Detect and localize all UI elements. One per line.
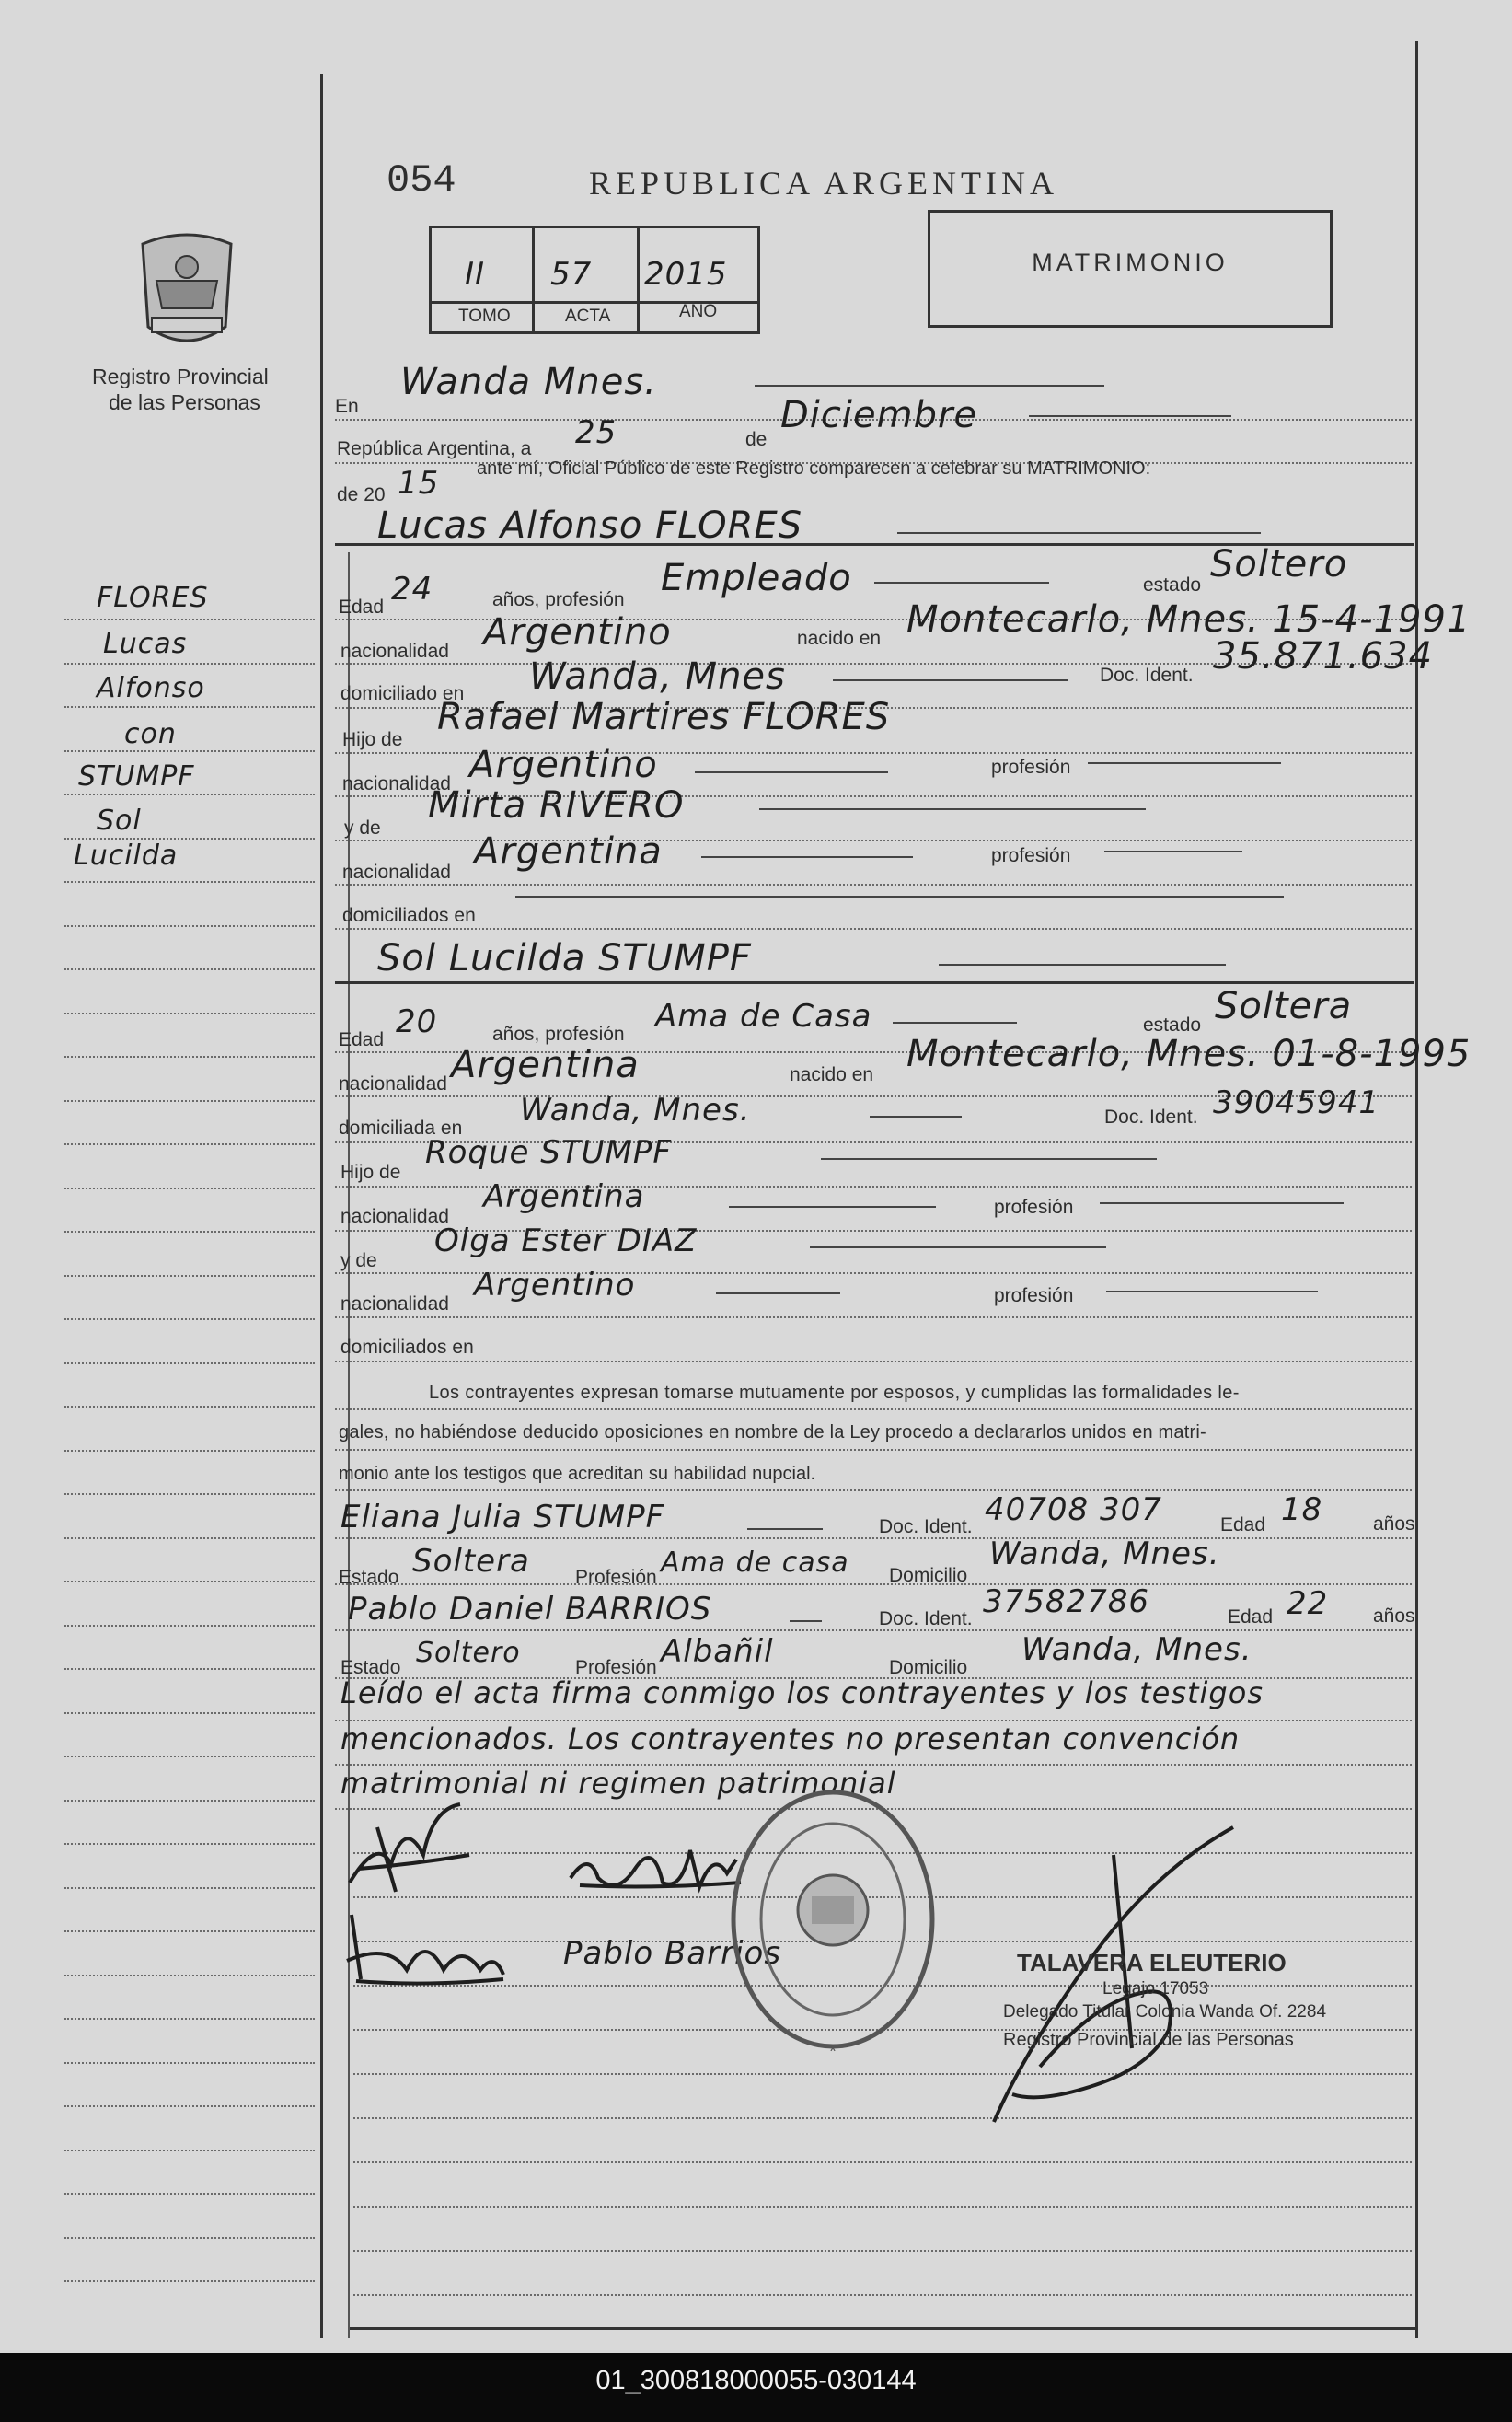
margin-rule-line	[64, 838, 315, 840]
bride-prof-line	[893, 1022, 1017, 1024]
bride-domicilio-label: domiciliada en	[339, 1118, 463, 1139]
anio-label: AÑO	[679, 302, 718, 321]
margin-rule-line	[64, 706, 315, 708]
rule-bride-8	[335, 1361, 1412, 1362]
margin-rule-line	[64, 663, 315, 665]
margin-note-5: STUMPF	[78, 760, 195, 793]
bride-domicile: Wanda, Mnes.	[520, 1092, 751, 1129]
margin-rule-line	[64, 1493, 315, 1495]
groom-domiciliados-label: domiciliados en	[342, 905, 476, 926]
groom-profession: Empleado	[661, 557, 852, 599]
margin-note-6: Sol	[97, 805, 142, 837]
de-label: de	[745, 429, 768, 450]
groom-doc: 35.871.634	[1213, 635, 1434, 678]
bride-mother-nat-line	[716, 1292, 840, 1294]
margin-rule-line	[64, 2018, 315, 2020]
witness2-estado-label: Estado	[340, 1657, 401, 1678]
groom-doc-label: Doc. Ident.	[1100, 665, 1194, 686]
bride-father-nat: Argentina	[483, 1178, 645, 1215]
country-title: REPUBLICA ARGENTINA	[589, 165, 1059, 202]
rule-w1-2	[335, 1583, 1412, 1585]
bride-edad-label: Edad	[339, 1029, 385, 1050]
witness1-anios-label: años	[1373, 1513, 1415, 1535]
lower-rule-line	[353, 2294, 1412, 2296]
groom-domicilio-label: domiciliado en	[340, 683, 465, 704]
rule-w1-1	[335, 1537, 1412, 1539]
svg-text:*: *	[829, 2042, 837, 2062]
witness2-prof-label: Profesión	[575, 1657, 657, 1678]
margin-rule-line	[64, 1013, 315, 1014]
bride-section-rule	[335, 981, 1414, 984]
lower-rule-line	[353, 2206, 1412, 2208]
groom-mother-nat: Argentina	[474, 830, 663, 873]
margin-rule-line	[64, 1406, 315, 1408]
margin-note-4: con	[124, 718, 177, 750]
witness1-edad-label: Edad	[1220, 1514, 1266, 1535]
page-number: 054	[387, 158, 456, 203]
margin-rule-line	[64, 1231, 315, 1233]
place-value: Wanda Mnes.	[400, 361, 657, 403]
bride-doc-label: Doc. Ident.	[1104, 1107, 1198, 1128]
margin-rule-line	[64, 2062, 315, 2064]
groom-father-prof-label: profesión	[991, 757, 1071, 778]
bride-estado-label: estado	[1143, 1014, 1202, 1036]
closing-note-line3: matrimonial ni regimen patrimonial	[340, 1766, 896, 1801]
bride-nacido-label: nacido en	[790, 1064, 874, 1085]
registry-name-line1: Registro Provincial	[92, 365, 269, 388]
rule-bride-7	[335, 1316, 1412, 1318]
bride-nac-label: nacionalidad	[339, 1073, 447, 1095]
witness1-doc-label: Doc. Ident.	[879, 1516, 973, 1537]
doc-type-label: MATRIMONIO	[1032, 249, 1229, 276]
margin-rule-line	[64, 1625, 315, 1627]
lower-rule-line	[353, 2161, 1412, 2163]
day-value: 25	[575, 414, 617, 451]
groom-mother-nac-label: nacionalidad	[342, 862, 451, 883]
witness2-name: Pablo Daniel BARRIOS	[348, 1591, 712, 1628]
bride-name-line	[939, 964, 1226, 966]
margin-rule-line	[64, 1975, 315, 1976]
margin-rule-line	[64, 2193, 315, 2195]
acta-value: 57	[550, 256, 593, 293]
margin-rule-line	[64, 794, 315, 795]
groom-father-prof-line	[1088, 762, 1281, 764]
margin-rule-line	[64, 1143, 315, 1145]
officer-name: TALAVERA ELEUTERIO	[1017, 1949, 1287, 1976]
bride-father-prof-label: profesión	[994, 1197, 1074, 1218]
margin-rule-line	[64, 1056, 315, 1058]
groom-age: 24	[391, 571, 433, 608]
witness2-domicile: Wanda, Mnes.	[1021, 1631, 1252, 1668]
officer-legajo: Legajo 17053	[1102, 1979, 1209, 1999]
groom-yde-label: y de	[344, 817, 381, 839]
groom-nationality: Argentino	[483, 611, 672, 654]
margin-rule-line	[64, 1756, 315, 1757]
republica-label: República Argentina, a	[337, 438, 532, 459]
margin-rule-line	[64, 925, 315, 927]
bride-father-prof-line	[1100, 1202, 1344, 1204]
groom-mother-line	[759, 808, 1146, 810]
witness1-signature-icon	[342, 1906, 508, 1988]
acta-label: ACTA	[565, 307, 611, 326]
place-line	[755, 385, 1104, 387]
officer-registry: Registro Provincial de las Personas	[1003, 2030, 1294, 2050]
groom-hijo-label: Hijo de	[342, 729, 403, 750]
bride-domiciliados-label: domiciliados en	[340, 1337, 474, 1358]
witness1-domicile: Wanda, Mnes.	[989, 1535, 1220, 1572]
bride-father-nac-label: nacionalidad	[340, 1206, 449, 1227]
bottom-page-rule	[350, 2327, 1415, 2330]
bride-mother-nat: Argentino	[474, 1267, 636, 1304]
year-suffix: 15	[398, 465, 440, 502]
groom-estado: Soltero	[1210, 543, 1348, 585]
groom-father-nat-line	[695, 771, 888, 773]
witness2-age: 22	[1287, 1585, 1329, 1622]
groom-anios-label: años, profesión	[492, 589, 625, 610]
groom-signature-icon	[340, 1800, 479, 1901]
bride-father-nat-line	[729, 1206, 936, 1208]
margin-rule-line	[64, 1930, 315, 1932]
groom-dom-line	[833, 679, 1068, 681]
tomo-label: TOMO	[458, 307, 511, 326]
margin-note-1: FLORES	[97, 582, 209, 614]
groom-edad-label: Edad	[339, 597, 385, 618]
margin-rule-line	[64, 1581, 315, 1582]
groom-father-nat: Argentino	[469, 744, 658, 786]
witness2-name-line	[790, 1620, 822, 1622]
rule-decl-3	[335, 1489, 1412, 1491]
witness2-signature: Pablo Barrios	[563, 1935, 782, 1972]
declaration-line2: gales, no habiéndose deducido oposiciones en nombre de la Ley procedo a declararlos unidos en matri-	[339, 1422, 1206, 1443]
groom-name-line	[897, 532, 1261, 534]
margin-rule-line	[64, 2150, 315, 2151]
closing-note-line2: mencionados. Los contrayentes no presentan convención	[340, 1721, 1241, 1756]
witness1-name: Eliana Julia STUMPF	[340, 1499, 665, 1535]
bride-mother: Olga Ester DIAZ	[434, 1223, 698, 1259]
witness1-doc: 40708 307	[985, 1491, 1162, 1528]
bride-anios-label: años, profesión	[492, 1024, 625, 1045]
margin-rule-line	[64, 1100, 315, 1102]
witness2-doc-label: Doc. Ident.	[879, 1608, 973, 1629]
groom-prof-line	[874, 582, 1049, 584]
bride-profession: Ama de Casa	[655, 998, 872, 1035]
declaration-line1: Los contrayentes expresan tomarse mutuamente por esposos, y cumplidas las formalidades le-	[429, 1383, 1240, 1403]
witness2-edad-label: Edad	[1228, 1606, 1274, 1628]
groom-nac-label: nacionalidad	[340, 641, 449, 662]
witness1-age: 18	[1281, 1491, 1323, 1528]
margin-rule-line	[64, 2105, 315, 2107]
margin-note-2: Lucas	[103, 628, 188, 660]
bride-age: 20	[396, 1003, 438, 1040]
groom-domiciliados-line	[515, 896, 1284, 898]
bride-signature-icon	[561, 1832, 745, 1906]
bride-hijo-label: Hijo de	[340, 1162, 401, 1183]
groom-mother-nat-line	[701, 856, 913, 858]
margin-rule-line	[64, 1843, 315, 1845]
witness1-estado: Soltera	[412, 1543, 530, 1580]
groom-nacido-label: nacido en	[797, 628, 882, 649]
margin-rule-line	[64, 2237, 315, 2239]
bride-yde-label: y de	[340, 1250, 377, 1271]
margin-rule-line	[64, 1275, 315, 1277]
bride-name: Sol Lucilda STUMPF	[377, 937, 752, 979]
margin-note-3: Alfonso	[97, 672, 205, 704]
margin-rule-line	[64, 1537, 315, 1539]
rule-decl-2	[335, 1449, 1412, 1451]
year-prefix: de 20	[337, 484, 386, 505]
witness2-dom-label: Domicilio	[889, 1657, 968, 1678]
groom-name: Lucas Alfonso FLORES	[377, 504, 803, 547]
officer-title: Delegado Titular Colonia Wanda Of. 2284	[1003, 2002, 1327, 2022]
margin-rule-line	[64, 1712, 315, 1714]
margin-rule-line	[64, 750, 315, 752]
witness1-dom-label: Domicilio	[889, 1565, 968, 1586]
month-value: Diciembre	[780, 394, 978, 436]
groom-domicile: Wanda, Mnes	[529, 655, 786, 698]
margin-rule-line	[64, 1188, 315, 1189]
margin-rule-line	[64, 968, 315, 970]
official-stamp-icon	[727, 1781, 939, 2067]
bride-estado: Soltera	[1215, 985, 1353, 1027]
closing-note-line1: Leído el acta firma conmigo los contrayentes y los testigos	[340, 1675, 1264, 1710]
left-margin-rule	[320, 74, 323, 2338]
registry-name-line2: de las Personas	[109, 390, 260, 414]
groom-mother-prof-line	[1104, 851, 1242, 852]
bride-born: Montecarlo, Mnes. 01-8-1995	[906, 1033, 1472, 1075]
month-line	[1029, 415, 1231, 417]
witness2-estado: Soltero	[416, 1637, 521, 1669]
scan-file-id: 01_300818000055-030144	[595, 2366, 917, 2395]
margin-rule-line	[64, 1450, 315, 1452]
margin-rule-line	[64, 1362, 315, 1364]
right-margin-rule	[1415, 41, 1418, 2338]
ref-divider-2	[637, 226, 640, 331]
margin-rule-line	[64, 2280, 315, 2282]
groom-born: Montecarlo, Mnes. 15-4-1991	[906, 598, 1472, 641]
margin-note-7: Lucilda	[74, 840, 179, 872]
witness1-profession: Ama de casa	[661, 1547, 849, 1579]
bride-mother-line	[810, 1246, 1106, 1248]
groom-mother-prof-label: profesión	[991, 845, 1071, 866]
bride-nationality: Argentina	[451, 1044, 640, 1086]
witness1-name-line	[747, 1528, 823, 1530]
bride-father: Roque STUMPF	[425, 1134, 672, 1171]
witness2-profession: Albañil	[661, 1633, 774, 1670]
oficial-text: ante mí, Oficial Público de este Registro comparecen a celebrar su MATRIMONIO:	[477, 458, 1151, 479]
ref-divider-1	[532, 226, 535, 331]
margin-rule-line	[64, 1668, 315, 1670]
bride-dom-line	[870, 1116, 962, 1118]
margin-rule-line	[64, 881, 315, 883]
bride-mother-prof-label: profesión	[994, 1285, 1074, 1306]
groom-estado-label: estado	[1143, 574, 1202, 596]
margin-rule-line	[64, 1800, 315, 1802]
bride-mother-prof-line	[1106, 1291, 1318, 1292]
rule-groom-7	[335, 884, 1412, 886]
witness1-prof-label: Profesión	[575, 1567, 657, 1588]
rule-groom-8	[335, 928, 1412, 930]
margin-rule-line	[64, 1318, 315, 1320]
margin-rule-line	[64, 619, 315, 620]
witness2-doc: 37582786	[983, 1583, 1150, 1620]
groom-father: Rafael Martires FLORES	[437, 696, 891, 738]
en-label: En	[335, 396, 359, 417]
margin-rule-line	[64, 1887, 315, 1889]
anio-value: 2015	[644, 256, 728, 293]
groom-mother: Mirta RIVERO	[428, 784, 685, 827]
groom-father-nac-label: nacionalidad	[342, 773, 451, 794]
rule-decl-1	[335, 1408, 1412, 1410]
provincial-seal-icon	[129, 226, 245, 354]
bride-mother-nac-label: nacionalidad	[340, 1293, 449, 1315]
witness2-anios-label: años	[1373, 1605, 1415, 1627]
tomo-value: II	[465, 256, 486, 293]
bride-doc: 39045941	[1213, 1084, 1380, 1121]
declaration-line3: monio ante los testigos que acreditan su habilidad nupcial.	[339, 1464, 816, 1484]
witness1-estado-label: Estado	[339, 1567, 399, 1588]
bride-father-line	[821, 1158, 1157, 1160]
lower-rule-line	[353, 2250, 1412, 2252]
